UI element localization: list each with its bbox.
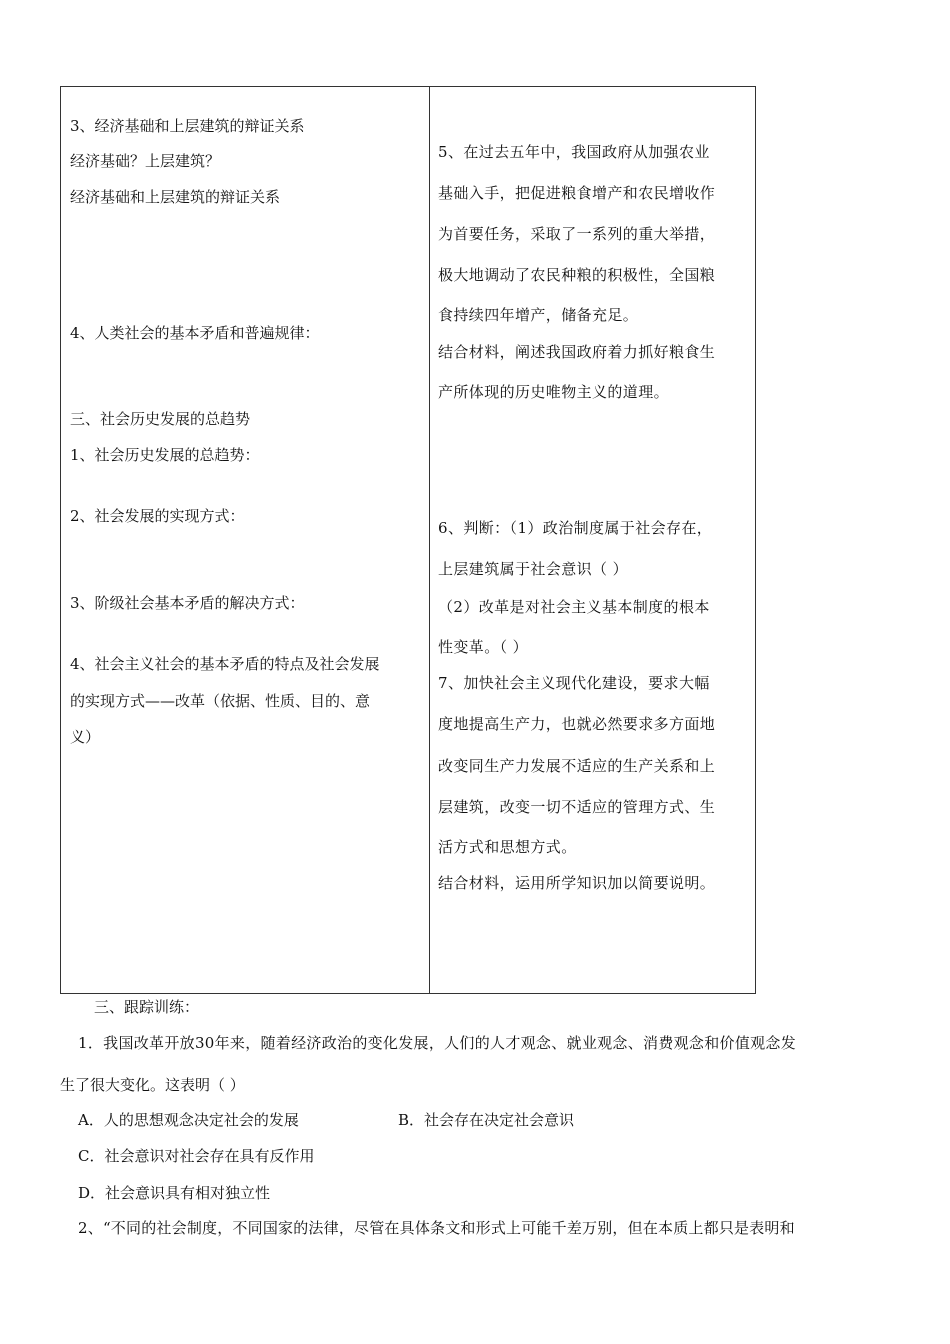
- right-line: 改变同生产力发展不适应的生产关系和上: [438, 757, 716, 775]
- right-line: 为首要任务，采取了一系列的重大举措，: [438, 225, 716, 243]
- right-line: 基础入手，把促进粮食增产和农民增收作: [438, 184, 716, 202]
- left-line: 的实现方式——改革（依据、性质、目的、意: [70, 692, 371, 710]
- training-heading: 三、跟踪训练：: [94, 998, 200, 1016]
- question-1-line-2: 生了很大变化。这表明（ ）: [60, 1076, 245, 1094]
- right-line: 5、在过去五年中，我国政府从加强农业: [438, 143, 710, 161]
- right-line: 产所体现的历史唯物主义的道理。: [438, 383, 670, 401]
- left-line: 3、经济基础和上层建筑的辩证关系: [70, 117, 305, 135]
- option-c: C．社会意识对社会存在具有反作用: [78, 1147, 315, 1165]
- left-line: 经济基础和上层建筑的辩证关系: [70, 188, 281, 206]
- left-line: 三、社会历史发展的总趋势: [70, 410, 251, 428]
- left-column: [70, 87, 422, 993]
- option-d: D．社会意识具有相对独立性: [78, 1184, 271, 1202]
- right-line: 7、加快社会主义现代化建设，要求大幅: [438, 674, 710, 692]
- left-line: 3、阶级社会基本矛盾的解决方式：: [70, 594, 305, 612]
- right-line: 极大地调动了农民种粮的积极性，全国粮: [438, 266, 716, 284]
- right-line: （2）改革是对社会主义基本制度的根本: [438, 598, 710, 616]
- right-line: 结合材料，运用所学知识加以简要说明。: [438, 874, 716, 892]
- question-2-line-1: 2、“不同的社会制度，不同国家的法律，尽管在具体条文和形式上可能千差万别，但在本质上都只是表明和: [78, 1219, 795, 1237]
- left-line: 2、社会发展的实现方式：: [70, 507, 245, 525]
- left-line: 义）: [70, 728, 101, 746]
- right-line: 结合材料，阐述我国政府着力抓好粮食生: [438, 343, 716, 361]
- left-line: 4、人类社会的基本矛盾和普遍规律：: [70, 324, 320, 342]
- right-line: 上层建筑属于社会意识（ ）: [438, 560, 628, 578]
- option-b: B．社会存在决定社会意识: [398, 1111, 575, 1129]
- column-divider: [429, 87, 430, 993]
- left-line: 4、社会主义社会的基本矛盾的特点及社会发展: [70, 655, 380, 673]
- option-a: A．人的思想观念决定社会的发展: [78, 1111, 299, 1129]
- right-line: 6、判断：（1）政治制度属于社会存在，: [438, 519, 713, 537]
- question-1-line-1: 1．我国改革开放30年来，随着经济政治的变化发展，人们的人才观念、就业观念、消费观念和价值观念发: [78, 1034, 797, 1052]
- left-line: 1、社会历史发展的总趋势：: [70, 446, 260, 464]
- right-line: 层建筑，改变一切不适应的管理方式、生: [438, 798, 716, 816]
- left-line: 经济基础？上层建筑？: [70, 152, 221, 170]
- right-line: 性变革。（ ）: [438, 638, 529, 656]
- worksheet-table: [60, 86, 756, 994]
- right-column: [438, 87, 750, 993]
- right-line: 度地提高生产力，也就必然要求多方面地: [438, 715, 716, 733]
- right-line: 食持续四年增产，储备充足。: [438, 306, 639, 324]
- right-line: 活方式和思想方式。: [438, 838, 577, 856]
